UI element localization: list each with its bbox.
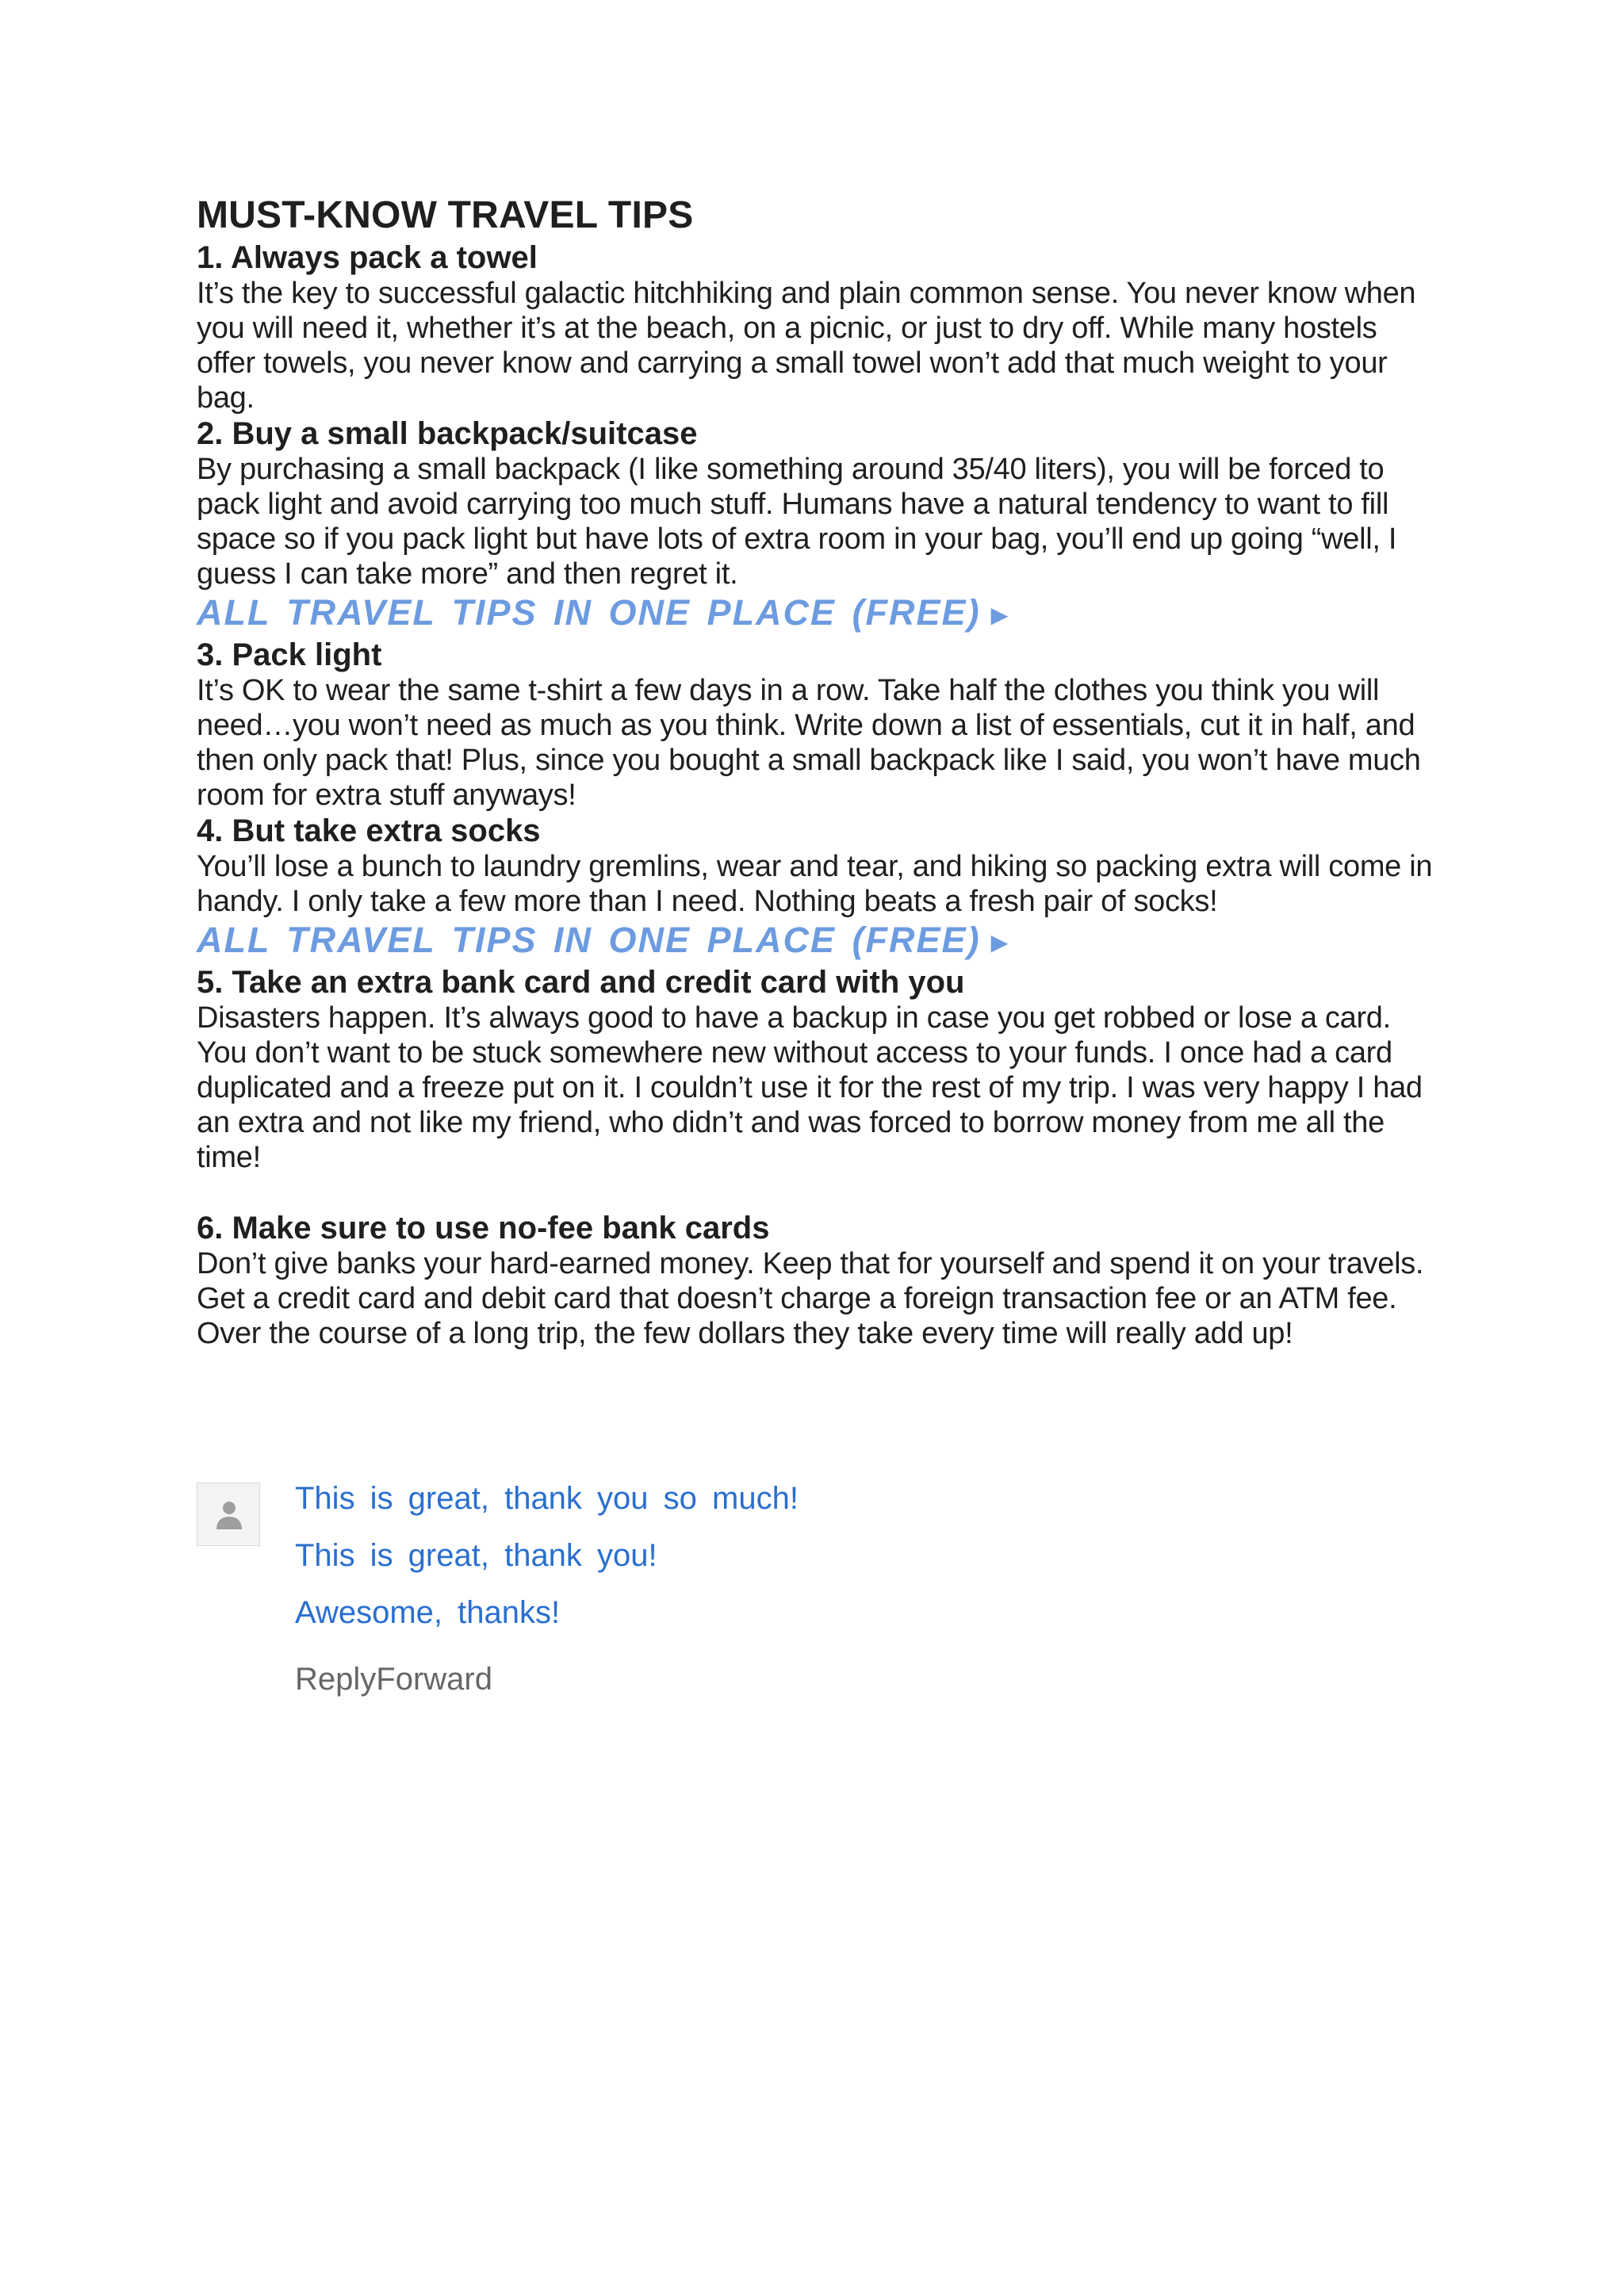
paragraph-spacer <box>197 1175 1434 1210</box>
tip-1-heading: 1. Always pack a towel <box>197 240 538 275</box>
tip-5-heading: 5. Take an extra bank card and credit card with you <box>197 965 965 1000</box>
tip-6-heading: 6. Make sure to use no-fee bank cards <box>197 1211 770 1246</box>
comment-text: Awesome, thanks! <box>295 1595 561 1630</box>
tip-4-heading: 4. But take extra socks <box>197 813 541 848</box>
tip-2-heading: 2. Buy a small backpack/suitcase <box>197 416 698 451</box>
travel-tips-link-label: ALL TRAVEL TIPS IN ONE PLACE (FREE) <box>197 920 981 960</box>
reply-button[interactable]: Reply <box>295 1662 377 1697</box>
tip-1-body: It’s the key to successful galactic hitchhiking and plain common sense. You never know when you will need it, whether it’s at the beach, on a picnic, or just to dry off. While many hostels offer towels, you never know and carrying a small towel won’t add that much weight to your bag. <box>197 277 1416 415</box>
forward-button[interactable]: Forward <box>376 1662 492 1697</box>
document-page <box>197 192 1434 1351</box>
travel-tips-link[interactable] <box>197 919 1434 964</box>
play-arrow-icon: ► <box>985 926 1016 959</box>
tip-5-body: Disasters happen. It’s always good to have a backup in case you get robbed or lose a card. You don’t want to be stuck somewhere new without access to your funds. I once had a card duplicated and a freeze put on it. I couldn’t use it for the rest of my trip. I was very happy I had an extra and not like my friend, who didn’t and was forced to borrow money from me all the time! <box>197 1001 1423 1174</box>
tip-4-body: You’ll lose a bunch to laundry gremlins, wear and tear, and hiking so packing extra will come in handy. I only take a few more than I need. Nothing beats a fresh pair of socks! <box>197 850 1433 918</box>
comment-list <box>295 1481 799 1697</box>
comment-actions <box>295 1662 799 1697</box>
tip-2-body: By purchasing a small backpack (I like something around 35/40 liters), you will be forced to pack light and avoid carrying too much stuff. Humans have a natural tendency to want to fill space so if you pack light but have lots of extra room in your bag, you’ll end up going “well, I guess I can take more” and then regret it. <box>197 453 1397 591</box>
comment-text: This is great, thank you! <box>295 1538 657 1573</box>
play-arrow-icon: ► <box>985 599 1016 631</box>
tip-3-heading: 3. Pack light <box>197 637 382 672</box>
person-icon <box>215 1499 243 1531</box>
tip-6-body: Don’t give banks your hard-earned money. Keep that for yourself and spend it on your travels. Get a credit card and debit card that doesn’t charge a foreign transaction fee or an ATM fee. Over the course of a long trip, the few dollars they take every time will really add up! <box>197 1247 1424 1350</box>
travel-tips-link-label: ALL TRAVEL TIPS IN ONE PLACE (FREE) <box>197 592 981 633</box>
comment-text: This is great, thank you so much! <box>295 1481 799 1516</box>
tip-3-body: It’s OK to wear the same t-shirt a few days in a row. Take half the clothes you think you will need…you won’t need as much as you think. Write down a list of essentials, cut it in half, and then only pack that! Plus, since you bought a small backpack like I said, you won’t have much room for extra stuff anyways! <box>197 674 1421 812</box>
travel-tips-link[interactable] <box>197 591 1434 637</box>
avatar <box>197 1483 260 1546</box>
page-title: MUST-KNOW TRAVEL TIPS <box>197 194 694 236</box>
